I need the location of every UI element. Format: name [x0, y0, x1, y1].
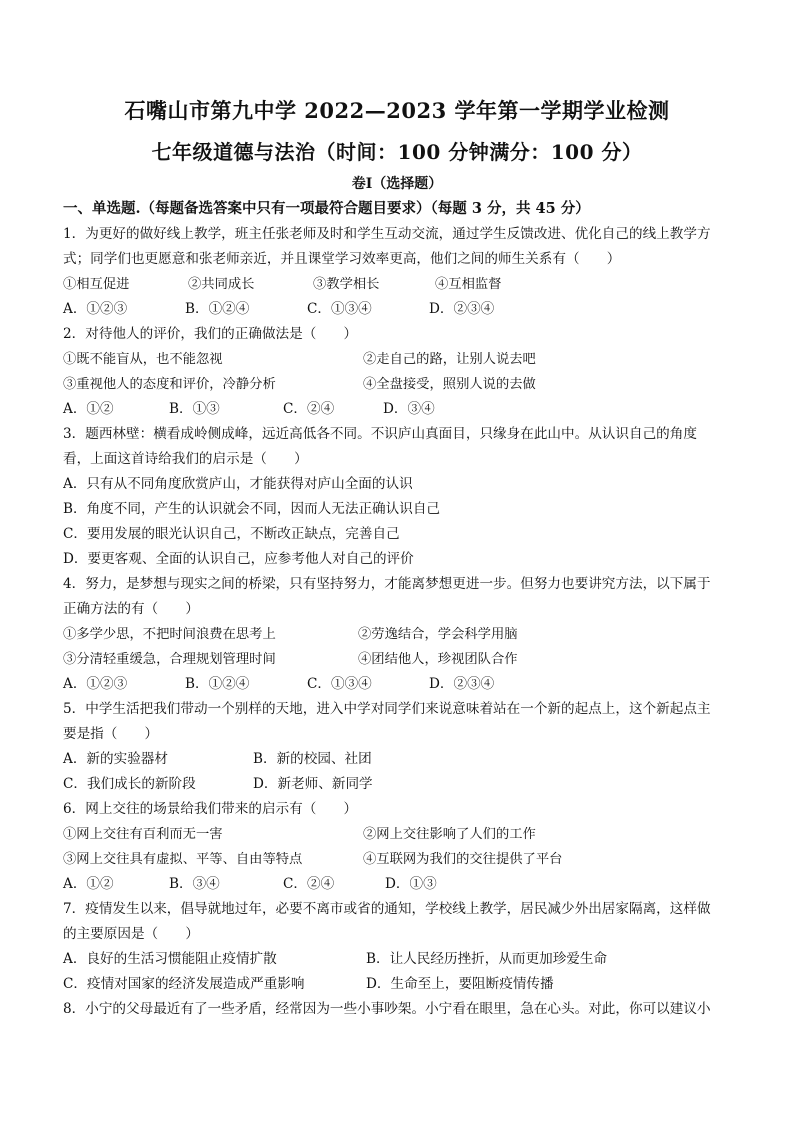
q2-option-d: D．③④	[383, 401, 435, 417]
q5-option-b: B．新的校园、社团	[253, 751, 372, 767]
q1-statements	[63, 272, 733, 297]
q2-option-a: A．①②	[63, 401, 114, 417]
q1-statement-4: ④互相监督	[435, 277, 502, 292]
q7-stem-line1: 7．疫情发生以来，倡导就地过年，必要不离市或省的通知，学校线上教学，居民减少外出居家隔离，这样做	[63, 901, 711, 917]
q7-option-d: D．生命至上，要阻断疫情传播	[366, 976, 554, 992]
q4-option-c: C．①③④	[307, 676, 372, 692]
q5-option-a: A．新的实验器材	[63, 751, 168, 767]
q1-option-c: C．①③④	[307, 301, 372, 317]
q5-option-d: D．新老师、新同学	[253, 776, 373, 792]
q1-statement-2: ②共同成长	[188, 277, 255, 292]
q2-stem: 2．对待他人的评价，我们的正确做法是（ ）	[63, 326, 358, 342]
q4-stem-line1: 4．努力，是梦想与现实之间的桥梁，只有坚持努力，才能离梦想更进一步。但努力也要讲究方法，以下属于	[63, 576, 711, 592]
q6-statement-4: ④互联网为我们的交往提供了平台	[363, 852, 563, 867]
q4-options	[63, 672, 733, 697]
section-heading: 一、单选题.（每题备选答案中只有一项最符合题目要求）（每题 3 分，共 45 分）	[63, 200, 590, 217]
q1-statement-1: ①相互促进	[63, 277, 130, 292]
q7-stem-line2: 的主要原因是（ ）	[63, 926, 199, 942]
q6-statement-1: ①网上交往有百利而无一害	[63, 827, 223, 842]
q2-statement-2: ②走自己的路，让别人说去吧	[363, 352, 536, 367]
q4-statement-3: ③分清轻重缓急，合理规划管理时间	[63, 652, 276, 667]
q6-stem: 6．网上交往的场景给我们带来的启示有（ ）	[63, 801, 358, 817]
q3-stem-line1: 3．题西林壁：横看成岭侧成峰，远近高低各不同。不识庐山真面目，只缘身在此山中。从认识自己的角度	[63, 426, 697, 442]
q4-statement-2: ②劳逸结合，学会科学用脑	[358, 627, 518, 642]
q7-option-c: C．疫情对国家的经济发展造成严重影响	[63, 976, 305, 992]
q4-option-a: A．①②③	[63, 676, 128, 692]
q2-statements-row1	[63, 347, 733, 372]
volume-heading: 卷Ⅰ（选择题）	[351, 176, 443, 192]
q1-stem-line1: 1．为更好的做好线上教学，班主任张老师及时和学生互动交流，通过学生反馈改进、优化自己的线上教学方	[63, 226, 711, 242]
q8-stem-line1: 8．小宁的父母最近有了一些矛盾，经常因为一些小事吵架。小宁看在眼里，急在心头。对此，你可以建议小	[63, 1001, 711, 1017]
q3-option-c: C．要用发展的眼光认识自己，不断改正缺点，完善自己	[63, 526, 400, 542]
q1-statement-3: ③教学相长	[313, 277, 380, 292]
q5-stem-line2: 要是指（ ）	[63, 726, 159, 742]
q1-stem-line2: 式；同学们也更愿意和张老师亲近，并且课堂学习效率更高，他们之间的师生关系有（ ）	[63, 251, 621, 267]
q4-statement-4: ④团结他人，珍视团队合作	[358, 652, 518, 667]
q5-options-row1	[63, 747, 733, 772]
exam-subtitle: 七年级道德与法治（时间：100 分钟满分：100 分）	[151, 140, 643, 164]
q6-statement-3: ③网上交往具有虚拟、平等、自由等特点	[63, 852, 303, 867]
q6-options	[63, 872, 733, 897]
q2-statement-3: ③重视他人的态度和评价，冷静分析	[63, 377, 276, 392]
q2-options	[63, 397, 733, 422]
q3-option-b: B．角度不同，产生的认识就会不同，因而人无法正确认识自己	[63, 501, 441, 517]
q1-option-d: D．②③④	[429, 301, 495, 317]
q7-options-row1	[63, 947, 733, 972]
q4-option-b: B．①②④	[185, 676, 250, 692]
q7-option-b: B．让人民经历挫折，从而更加珍爱生命	[366, 951, 608, 967]
q3-stem-line2: 看，上面这首诗给我们的启示是（ ）	[63, 451, 308, 467]
q6-statements-row2	[63, 847, 733, 872]
q7-option-a: A．良好的生活习惯能阻止疫情扩散	[63, 951, 277, 967]
q5-options-row2	[63, 772, 733, 797]
q1-options	[63, 297, 733, 322]
question-list	[63, 222, 733, 1022]
q3-option-d: D．要更客观、全面的认识自己，应参考他人对自己的评价	[63, 551, 414, 567]
q2-option-c: C．②④	[283, 401, 335, 417]
q6-option-a: A．①②	[63, 876, 114, 892]
exam-title: 石嘴山市第九中学 2022—2023 学年第一学期学业检测	[124, 98, 670, 123]
q4-option-d: D．②③④	[429, 676, 495, 692]
q6-option-c: C．②④	[283, 876, 335, 892]
q2-option-b: B．①③	[169, 401, 220, 417]
q5-option-c: C．我们成长的新阶段	[63, 776, 196, 792]
q4-statement-1: ①多学少思，不把时间浪费在思考上	[63, 627, 276, 642]
q4-statements-row1	[63, 622, 733, 647]
q1-option-a: A．①②③	[63, 301, 128, 317]
q6-statements-row1	[63, 822, 733, 847]
q7-options-row2	[63, 972, 733, 997]
q5-stem-line1: 5．中学生活把我们带动一个别样的天地，进入中学对同学们来说意味着站在一个新的起点上，这个新起点主	[63, 701, 711, 717]
q6-statement-2: ②网上交往影响了人们的工作	[363, 827, 536, 842]
q6-option-d: D．①③	[385, 876, 437, 892]
q2-statement-1: ①既不能盲从，也不能忽视	[63, 352, 223, 367]
q4-statements-row2	[63, 647, 733, 672]
q4-stem-line2: 正确方法的有（ ）	[63, 601, 199, 617]
q2-statement-4: ④全盘接受，照别人说的去做	[363, 377, 536, 392]
q2-statements-row2	[63, 372, 733, 397]
q6-option-b: B．③④	[169, 876, 220, 892]
q3-option-a: A．只有从不同角度欣赏庐山，才能获得对庐山全面的认识	[63, 476, 413, 492]
q1-option-b: B．①②④	[185, 301, 250, 317]
